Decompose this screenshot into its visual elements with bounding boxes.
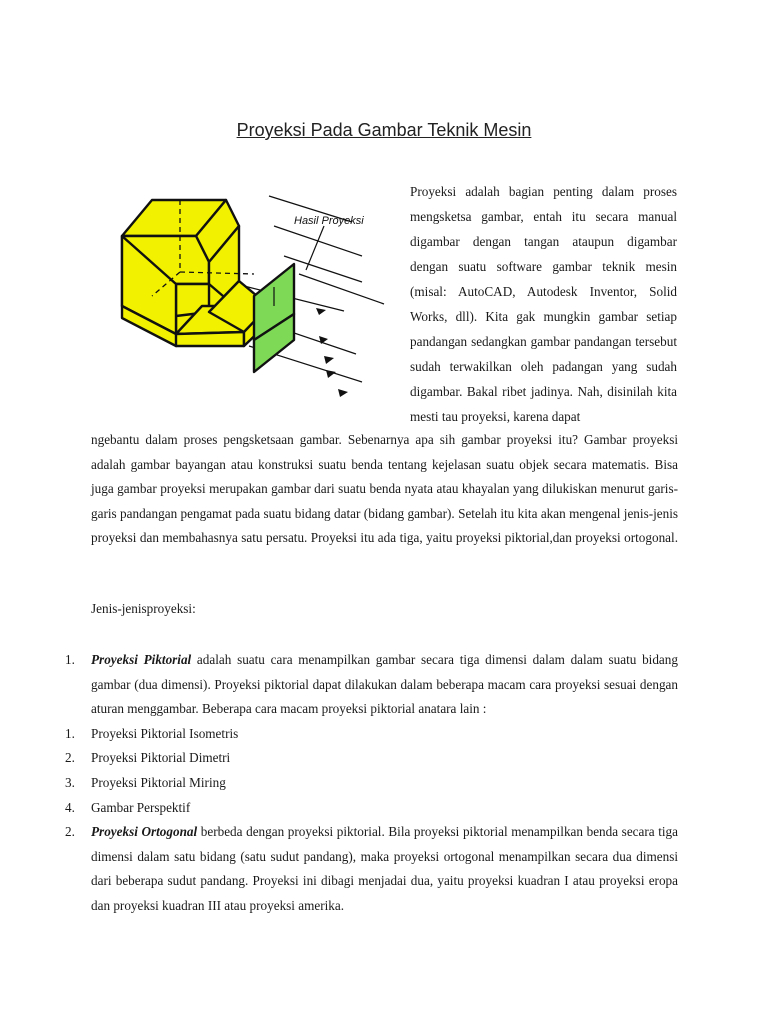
projection-figure bbox=[94, 186, 394, 408]
sub-item-miring bbox=[65, 771, 678, 796]
list-number: 2. bbox=[65, 750, 75, 766]
projection-illustration bbox=[94, 186, 394, 408]
list-number: 1. bbox=[65, 652, 75, 667]
sub-item-isometric bbox=[65, 722, 678, 747]
sub-item-perspective bbox=[65, 796, 678, 821]
list-number: 3. bbox=[65, 774, 75, 790]
sub-item-label: Gambar Perspektif bbox=[91, 799, 191, 815]
types-heading: Jenis-jenisproyeksi: bbox=[91, 601, 196, 616]
figure-label: Hasil Proyeksi bbox=[294, 215, 364, 227]
sub-item-label: Proyeksi Piktorial Miring bbox=[91, 774, 226, 790]
projection-types-list bbox=[65, 648, 678, 919]
item-text: adalah suatu cara menampilkan gambar secara tiga dimensi dalam dalam suatu bidang gambar (dua dimensi). Proyeksi piktorial dapat dilakukan dalam beberapa macam cara proyeksi sesuai dengan aturan menggambar. Beberapa cara macam proyeksi piktorial anatara lain : bbox=[91, 652, 678, 717]
list-number: 1. bbox=[65, 725, 75, 741]
item-text: berbeda dengan proyeksi piktorial. Bila proyeksi piktorial menampilkan benda secara tiga dimensi dalam satu bidang (satu sudut pandang), maka proyeksi ortogonal menampilkan secara dua dimensi dari beberapa sudut pandang. Proyeksi ini dibagi menjadai dua, yaitu proyeksi kuadran I atau proyeksi eropa dan proyeksi kuadran III atau proyeksi amerika. bbox=[91, 824, 678, 913]
list-item-pictorial bbox=[65, 648, 678, 722]
sub-item-dimetri bbox=[65, 746, 678, 771]
sub-item-label: Proyeksi Piktorial Dimetri bbox=[91, 750, 231, 766]
intro-continued bbox=[91, 428, 678, 551]
list-number: 4. bbox=[65, 799, 75, 815]
intro-right-column bbox=[410, 179, 677, 429]
list-item-orthogonal bbox=[65, 820, 678, 918]
list-number: 2. bbox=[65, 824, 75, 840]
sub-item-label: Proyeksi Piktorial Isometris bbox=[91, 725, 239, 741]
term-pictorial: Proyeksi Piktorial bbox=[91, 652, 192, 667]
page-title: Proyeksi Pada Gambar Teknik Mesin bbox=[236, 120, 532, 140]
intro-paragraph-right: Proyeksi adalah bagian penting dalam proses mengsketsa gambar, entah itu secara manual digambar dengan tangan ataupun digambar dengan suatu software gambar teknik mesin (misal: AutoCAD, Autodesk Inventor, Solid Works, dll). Kita gak mungkin gambar setiap pandangan sedangkan gambar pandangan tersebut sudah terwakilkan oleh padangan yang sudah digambar. Bakal ribet jadinya. Nah, disinilah kita mesti tau proyeksi, karena dapat bbox=[410, 184, 677, 424]
term-orthogonal: Proyeksi Ortogonal bbox=[91, 824, 198, 840]
intro-paragraph-wide: ngebantu dalam proses pengsketsaan gambar. Sebenarnya apa sih gambar proyeksi itu? Gambar proyeksi adalah gambar bayangan atau konstruksi suatu benda tentang kejelasan suatu objek secara matematis. Bisa juga gambar proyeksi merupakan gambar dari suatu benda nyata atau khayalan yang dilukiskan menurut garis-garis pandangan pengamat pada suatu bidang datar (bidang gambar). Setelah itu kita akan mengenal jenis-jenis proyeksi dan membahasnya satu persatu. Proyeksi itu ada tiga, yaitu proyeksi piktorial,dan proyeksi ortogonal. bbox=[91, 432, 678, 546]
